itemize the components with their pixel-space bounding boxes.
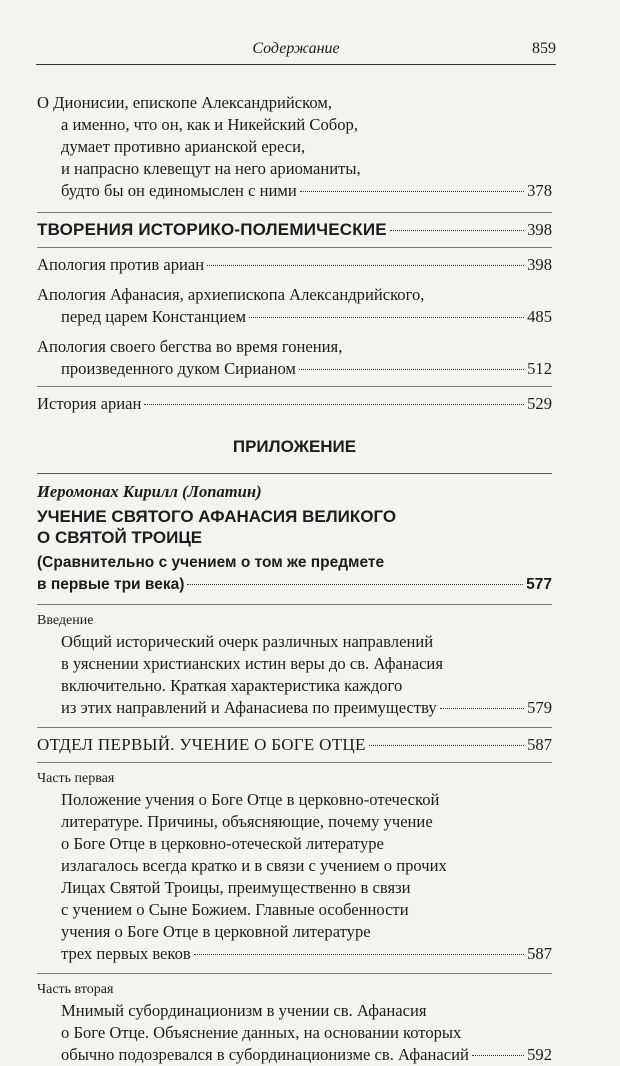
chapter1-label: Часть первая — [37, 771, 115, 786]
page-number: 529 — [527, 394, 552, 413]
entry-line: в уяснении христианских истин веры до св. Афанасия — [61, 654, 443, 673]
chapter2-label: Часть вторая — [37, 982, 114, 997]
toc-entry-chapter1[interactable] — [37, 789, 552, 965]
dot-leader — [390, 230, 524, 231]
dot-leader — [440, 708, 524, 709]
divider — [37, 973, 552, 974]
entry-line: о Боге Отце. Объяснение данных, на основании которых — [61, 1023, 462, 1042]
toc-entry-intro[interactable] — [37, 631, 552, 719]
toc-content — [37, 92, 552, 1066]
entry-line: с учением о Сыне Божием. Главные особенности — [61, 900, 409, 919]
entry-line: учения о Боге Отце в церковной литературе — [61, 922, 371, 941]
appendix-heading: ПРИЛОЖЕНИЕ — [232, 437, 357, 456]
appendix-author: Иеромонах Кирилл (Лопатин) — [37, 473, 552, 502]
entry-line: о Боге Отце в церковно-отеческой литературе — [61, 834, 384, 853]
work-title-line: УЧЕНИЕ СВЯТОГО АФАНАСИЯ ВЕЛИКОГО — [37, 507, 397, 526]
divider — [37, 604, 552, 605]
entry-line: Апология своего бегства во время гонения, — [37, 337, 343, 356]
page-number: 378 — [527, 181, 552, 200]
work-title-line: О СВЯТОЙ ТРОИЦЕ — [37, 528, 203, 547]
toc-entry-dionysius[interactable] — [37, 92, 552, 202]
dot-leader — [194, 954, 524, 955]
page-number: 485 — [527, 307, 552, 326]
intro-label: Введение — [37, 613, 94, 628]
dot-leader — [300, 191, 524, 192]
part-title: ОТДЕЛ ПЕРВЫЙ. УЧЕНИЕ О БОГЕ ОТЦЕ — [37, 735, 366, 754]
page-number: 577 — [526, 576, 552, 593]
toc-entry-history-arians[interactable] — [37, 393, 552, 415]
page-number: 587 — [527, 944, 552, 963]
entry-line: и напрасно клевещут на него ариоманиты, — [61, 159, 361, 178]
dot-leader — [144, 404, 524, 405]
toc-section-polemical[interactable] — [37, 219, 552, 241]
dot-leader — [369, 745, 524, 746]
entry-line: Мнимый субординационизм в учении св. Афанасия — [61, 1001, 427, 1020]
divider — [37, 247, 552, 248]
entry-title: История ариан — [37, 394, 142, 413]
toc-entry-chapter2[interactable] — [37, 1000, 552, 1066]
header-title: Содержание — [252, 40, 340, 57]
entry-line: а именно, что он, как и Никейский Собор, — [61, 115, 358, 134]
toc-entry-work[interactable] — [37, 552, 552, 596]
page-number: 579 — [527, 698, 552, 717]
entry-line: О Дионисии, епископе Александрийском, — [37, 93, 333, 112]
entry-line: будто бы он единомыслен с ними — [61, 181, 297, 200]
divider — [37, 212, 552, 213]
entry-line: произведенного дуком Сирианом — [61, 359, 296, 378]
entry-line: (Сравнительно с учением о том же предмете — [37, 554, 385, 571]
dot-leader — [249, 317, 524, 318]
entry-line: думает противно арианской ереси, — [61, 137, 306, 156]
dot-leader — [299, 369, 524, 370]
page-number: 398 — [527, 220, 552, 239]
entry-line: Апология Афанасия, архиепископа Александрийского, — [37, 285, 425, 304]
page-number: 592 — [527, 1045, 552, 1064]
toc-entry-apology-flight[interactable] — [37, 336, 552, 380]
entry-line: Положение учения о Боге Отце в церковно-отеческой — [61, 790, 440, 809]
work-title — [37, 506, 552, 548]
divider — [37, 386, 552, 387]
entry-line: обычно подозревался в субординационизме св. Афанасий — [61, 1045, 469, 1064]
page-number: 398 — [527, 255, 552, 274]
entry-line: трех первых веков — [61, 944, 191, 963]
entry-line: в первые три века) — [37, 576, 185, 593]
toc-entry-apology-arians[interactable] — [37, 254, 552, 276]
dot-leader — [187, 584, 523, 585]
dot-leader — [472, 1055, 524, 1056]
entry-title: Апология против ариан — [37, 255, 205, 274]
entry-line: перед царем Констанцием — [61, 307, 246, 326]
page-number: 512 — [527, 359, 552, 378]
dot-leader — [207, 265, 524, 266]
entry-line: литературе. Причины, объясняющие, почему учение — [61, 812, 433, 831]
divider — [37, 727, 552, 728]
page-number: 587 — [527, 735, 552, 754]
header-page-number: 859 — [532, 40, 556, 57]
running-header — [36, 36, 556, 65]
toc-part-one[interactable] — [37, 734, 552, 756]
entry-line: включительно. Краткая характеристика каждого — [61, 676, 403, 695]
entry-line: из этих направлений и Афанасиева по преимуществу — [61, 698, 437, 717]
entry-line: Лицах Святой Троицы, преимущественно в связи — [61, 878, 411, 897]
entry-line: излагалось всегда кратко и в связи с учением о прочих — [61, 856, 447, 875]
entry-line: Общий исторический очерк различных направлений — [61, 632, 434, 651]
toc-entry-apology-athanasius[interactable] — [37, 284, 552, 328]
section-title: ТВОРЕНИЯ ИСТОРИКО-ПОЛЕМИЧЕСКИЕ — [37, 220, 387, 239]
divider — [37, 762, 552, 763]
